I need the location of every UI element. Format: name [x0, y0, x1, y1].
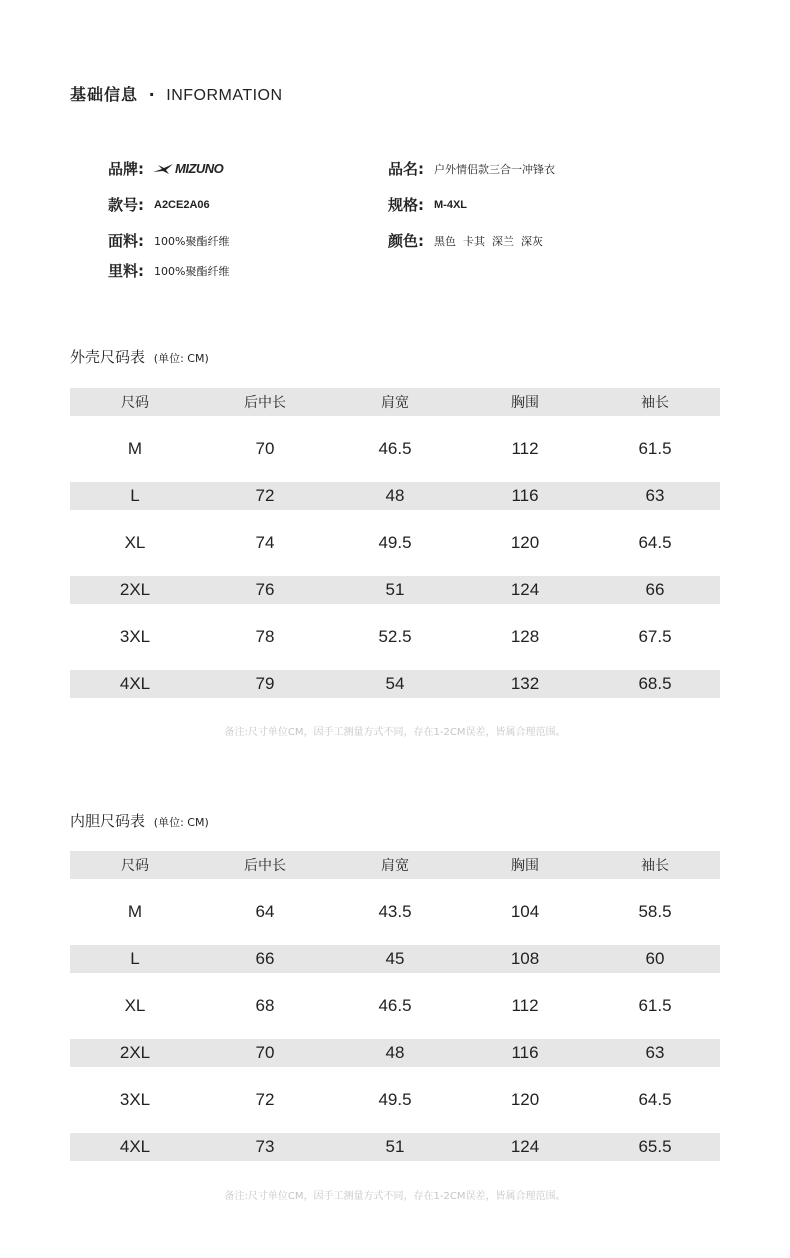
info-lining [108, 260, 229, 281]
table-header-cell: 后中长 [244, 395, 286, 411]
inner-table-title [70, 810, 209, 831]
fabric-value: 100%聚酯纤维 [154, 234, 230, 248]
info-color [388, 230, 543, 251]
table-row [70, 973, 720, 1039]
inner-title-text: 内胆尺码表 [70, 812, 146, 830]
info-brand [108, 158, 223, 179]
outer-unit: (单位: CM) [153, 352, 209, 365]
table-cell: 70 [255, 1043, 275, 1062]
table-cell: 112 [511, 996, 539, 1015]
table-cell: 4XL [119, 674, 151, 693]
table-header-cell: 后中长 [244, 858, 286, 874]
table-cell: 128 [510, 627, 540, 646]
table-cell: 104 [510, 902, 540, 921]
table-cell: 58.5 [638, 902, 672, 921]
table-row [70, 879, 720, 945]
outer-note: 备注:尺寸单位CM，因手工测量方式不同，存在1-2CM误差，皆属合理范围。 [224, 727, 566, 738]
table-row [70, 1133, 720, 1161]
table-cell: 112 [511, 439, 539, 458]
table-row [70, 1039, 720, 1067]
table-cell: 45 [385, 949, 405, 968]
table-header-cell: 尺码 [121, 858, 149, 874]
table-cell: 68 [255, 996, 275, 1015]
table-cell: L [130, 949, 140, 968]
info-fabric [108, 230, 229, 251]
table-cell: 76 [255, 580, 275, 599]
mizuno-logo [152, 161, 223, 176]
table-row [70, 482, 720, 510]
brand-label: 品牌: [108, 160, 144, 178]
table-row [70, 604, 720, 670]
table-cell: 61.5 [638, 439, 672, 458]
table-header-cell: 尺码 [121, 395, 149, 411]
table-cell: 3XL [119, 627, 151, 646]
table-cell: M [127, 902, 143, 921]
table-cell: 4XL [119, 1137, 151, 1156]
table-cell: XL [124, 996, 146, 1015]
runbird-icon [152, 163, 174, 175]
table-cell: 66 [255, 949, 275, 968]
table-cell: 74 [255, 533, 275, 552]
table-cell: 65.5 [638, 1137, 672, 1156]
table-cell: 72 [255, 1090, 275, 1109]
table-cell: 64 [255, 902, 275, 921]
fabric-label: 面料: [108, 232, 144, 250]
table-cell: 61.5 [638, 996, 672, 1015]
table-cell: 64.5 [638, 533, 672, 552]
table-cell: 49.5 [378, 1090, 412, 1109]
table-cell: 52.5 [378, 627, 412, 646]
table-cell: 54 [385, 674, 405, 693]
table-cell: 2XL [119, 580, 151, 599]
table-cell: 124 [510, 580, 540, 599]
style-label: 款号: [108, 196, 144, 214]
table-header-row [70, 851, 720, 879]
table-cell: 124 [510, 1137, 540, 1156]
color-value: 黑色 卡其 深兰 深灰 [434, 234, 543, 248]
table-header-cell: 胸围 [511, 395, 539, 411]
inner-note: 备注:尺寸单位CM，因手工测量方式不同，存在1-2CM误差，皆属合理范围。 [224, 1191, 566, 1202]
inner-unit: (单位: CM) [153, 816, 209, 829]
table-header-cell: 胸围 [511, 858, 539, 874]
table-header-cell: 肩宽 [381, 395, 409, 411]
section-dot: · [148, 85, 156, 104]
table-cell: 51 [385, 1137, 405, 1156]
name-label: 品名: [388, 160, 424, 178]
table-cell: 108 [510, 949, 540, 968]
table-cell: 63 [645, 1043, 665, 1062]
table-cell: 63 [645, 486, 665, 505]
section-title: 基础信息 [70, 85, 139, 104]
table-header-row [70, 388, 720, 416]
table-cell: 48 [385, 1043, 405, 1062]
outer-size-table [70, 388, 720, 698]
section-header [70, 82, 283, 105]
table-cell: M [127, 439, 143, 458]
table-row [70, 670, 720, 698]
info-style [108, 194, 210, 215]
table-cell: 49.5 [378, 533, 412, 552]
info-spec [388, 194, 467, 215]
table-header-cell: 肩宽 [381, 858, 409, 874]
table-cell: L [130, 486, 140, 505]
inner-size-table [70, 851, 720, 1161]
table-cell: 51 [385, 580, 405, 599]
table-cell: 64.5 [638, 1090, 672, 1109]
table-row [70, 416, 720, 482]
info-name [388, 158, 555, 179]
table-cell: 132 [510, 674, 540, 693]
table-cell: 120 [510, 533, 540, 552]
table-cell: 70 [255, 439, 275, 458]
table-cell: 66 [645, 580, 665, 599]
table-cell: 46.5 [378, 439, 412, 458]
table-row [70, 945, 720, 973]
table-cell: XL [124, 533, 146, 552]
table-row [70, 1067, 720, 1133]
table-cell: 120 [510, 1090, 540, 1109]
spec-label: 规格: [388, 196, 424, 214]
table-cell: 67.5 [638, 627, 672, 646]
section-subtitle: INFORMATION [166, 87, 283, 104]
table-cell: 46.5 [378, 996, 412, 1015]
table-cell: 43.5 [378, 902, 412, 921]
lining-label: 里料: [108, 262, 144, 280]
brand-value: MIZUNO [175, 161, 224, 176]
table-cell: 2XL [119, 1043, 151, 1062]
table-cell: 68.5 [638, 674, 672, 693]
style-value: A2CE2A06 [154, 198, 210, 211]
table-cell: 78 [255, 627, 275, 646]
table-cell: 60 [645, 949, 665, 968]
table-row [70, 510, 720, 576]
table-cell: 116 [511, 486, 539, 505]
table-cell: 72 [255, 486, 275, 505]
spec-value: M-4XL [434, 198, 467, 211]
outer-table-title [70, 346, 209, 367]
name-value: 户外情侣款三合一冲锋衣 [434, 162, 555, 176]
table-cell: 79 [255, 674, 275, 693]
table-header-cell: 袖长 [641, 395, 669, 411]
table-cell: 3XL [119, 1090, 151, 1109]
color-label: 颜色: [388, 232, 424, 250]
table-row [70, 576, 720, 604]
table-cell: 73 [255, 1137, 275, 1156]
lining-value: 100%聚酯纤维 [154, 264, 230, 278]
table-header-cell: 袖长 [641, 858, 669, 874]
table-cell: 48 [385, 486, 405, 505]
table-cell: 116 [511, 1043, 539, 1062]
outer-title-text: 外壳尺码表 [70, 348, 146, 366]
